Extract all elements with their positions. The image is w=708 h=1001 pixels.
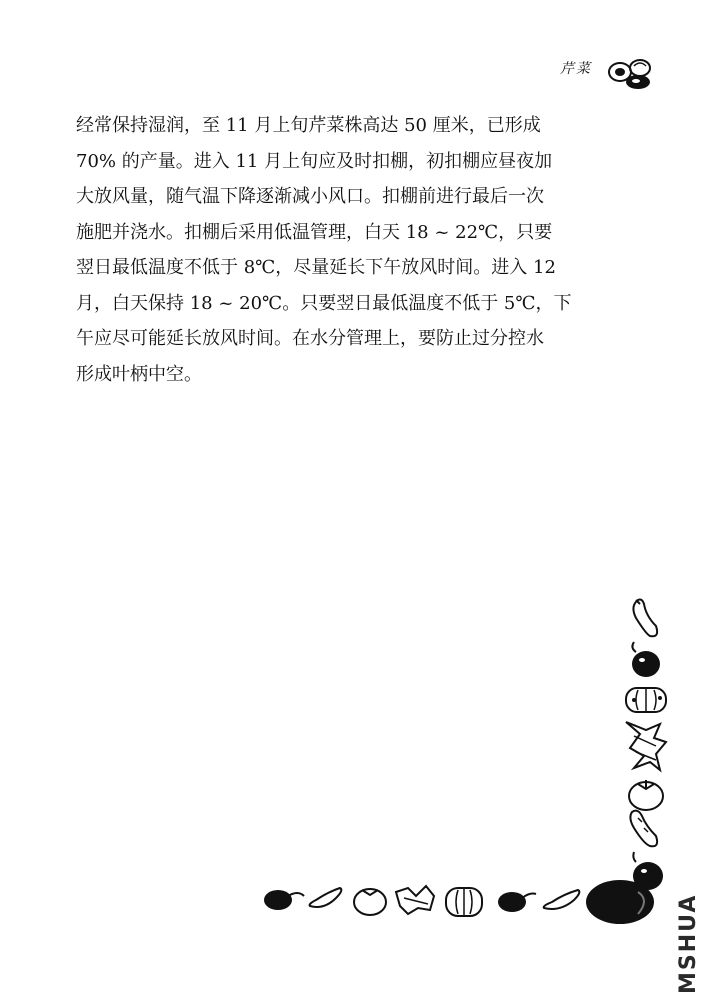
text-line: 施肥并浇水。扣棚后采用低温管理，白天 18 ~ 22℃，只要 [76, 221, 553, 243]
watermark: MSHUA [676, 893, 701, 994]
cucumber-icon [633, 600, 657, 637]
vegetable-ornament-icon [606, 56, 654, 92]
vegetable-border-row [258, 870, 658, 930]
cucumber-icon [544, 890, 580, 909]
text-line: 翌日最低温度不低于 8℃，尽量延长下午放风时间。进入 12 [76, 257, 556, 278]
tomato-icon [354, 889, 386, 915]
text-line: 形成叶柄中空。 [76, 363, 202, 385]
eggplant-icon [498, 892, 536, 912]
text-line: 经常保持湿润，至 11 月上旬芹菜株高达 50 厘米，已形成 [76, 115, 541, 136]
eggplant-icon [264, 890, 304, 910]
eggplant-icon [632, 642, 660, 677]
text-line: 午应尽可能延长放风时间。在水分管理上，要防止过分控水 [76, 328, 544, 349]
pumpkin-icon [626, 688, 666, 712]
text-line: 大放风量，随气温下降逐渐减小风口。扣棚前进行最后一次 [76, 186, 544, 207]
text-line: 70% 的产量。进入 11 月上旬应及时扣棚，初扣棚应昼夜加 [76, 150, 553, 172]
pumpkin-icon [446, 888, 482, 916]
running-head: 芹菜 [560, 61, 592, 77]
cabbage-icon [396, 886, 434, 914]
body-text [76, 108, 624, 392]
text-line: 月，白天保持 18 ~ 20℃。只要翌日最低温度不低于 5℃，下 [76, 292, 572, 314]
cucumber-icon [630, 811, 657, 847]
tomato-icon [629, 780, 663, 810]
cucumber-icon [310, 888, 342, 907]
round-melon-icon [586, 880, 654, 924]
vegetable-border-column [620, 596, 670, 896]
cabbage-icon [626, 722, 666, 770]
